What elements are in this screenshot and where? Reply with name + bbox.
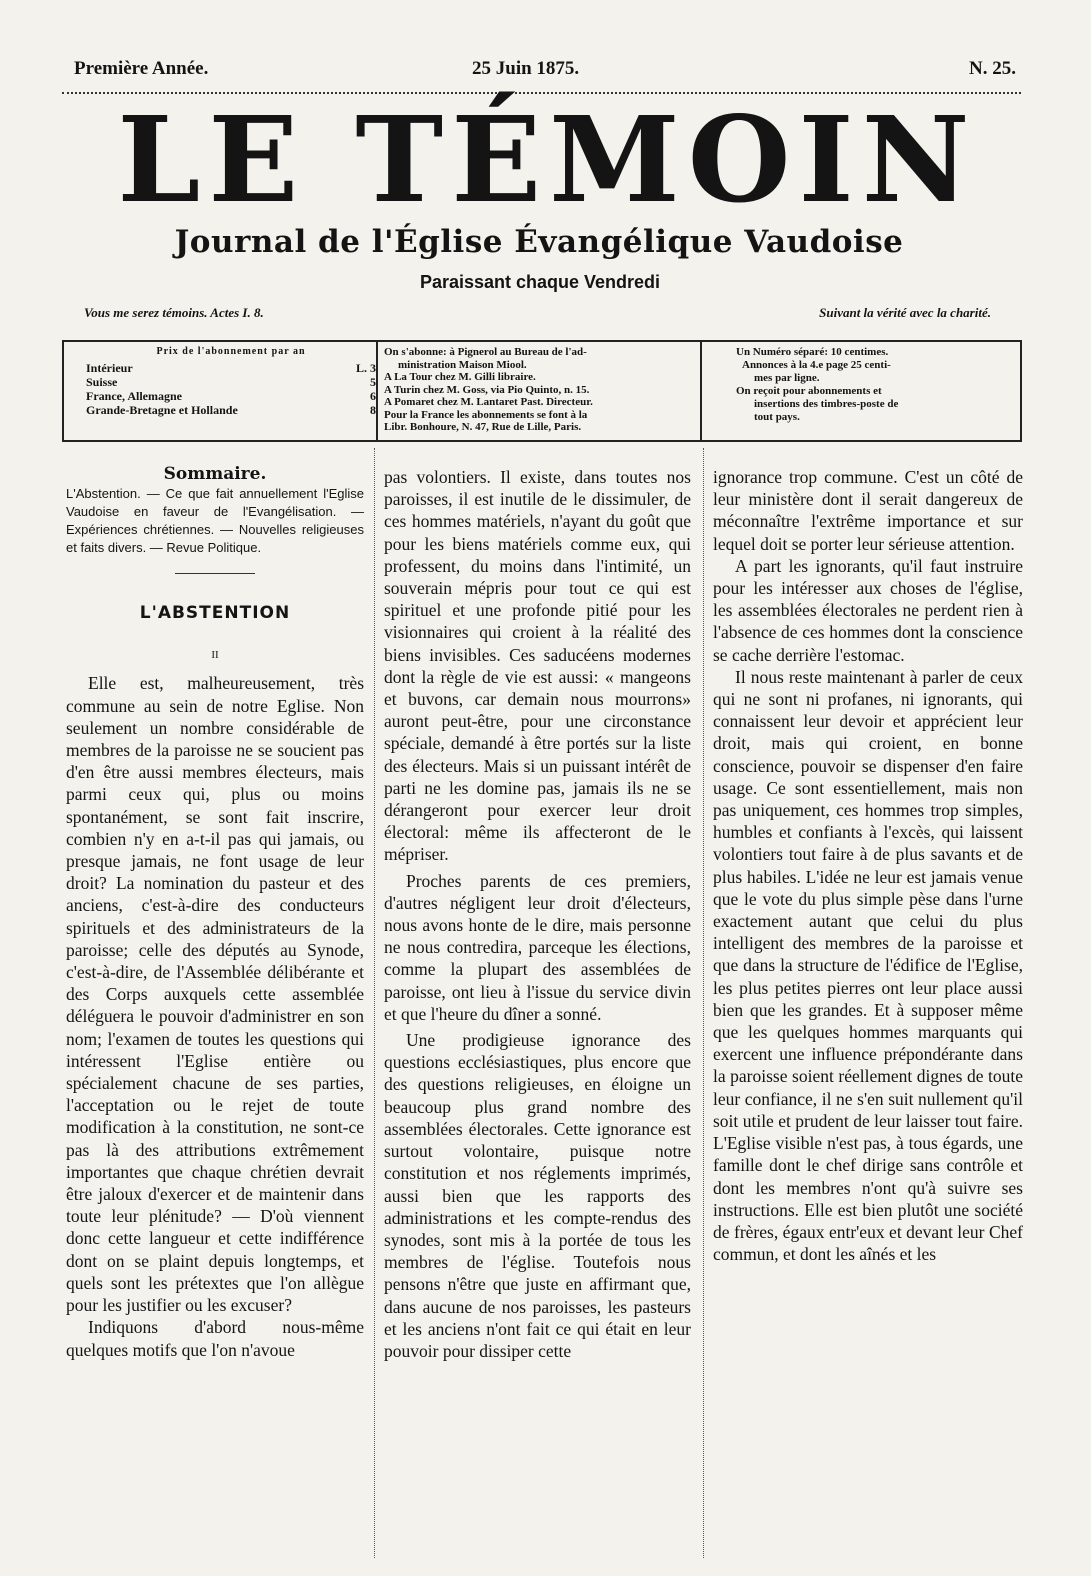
article-part: II bbox=[211, 649, 219, 662]
subscription-places: On s'abonne: à Pignerol au Bureau de l'ad- ministration Maison Miool. A La Tour chez M. Gilli libraire. A Turin chez M. Goss, via Pio Quinto, n. 15. A Pomaret chez M. Lantaret Past. Directeur. Pour la France les abonnements se font à la Libr. Bonhoure, N. 47, Rue de Lille, Paris. bbox=[384, 346, 593, 433]
paragraph: Elle est, malheureusement, très commune au sein de notre Eglise. Non seulement un nombre considérable de membres de la paroisse ne se soucient pas d'en être aussi membres électeurs, mais parmi ceux qui, plus ou moins spontanément, se sont fait inscrire, combien n'y en a-t-il pas qui jamais, ou presque jamais, ne font usage de leur droit? La nomination du pasteur et des anciens, c'est-à-dire des conducteurs spirituels et des administrateurs de la paroisse; celle des députés au Synode, c'est-à-dire, de l'Assemblée délibérante et des Corps auxquels cette assemblée déléguera le pouvoir d'administrer en son nom; l'examen de toutes les questions qui intéressent l'Eglise entière ou spécialement chacune de ses parties, l'acceptation ou le rejet de toute modification à la constitution, ne sont-ce pas là des attributions extrêmement importantes que chaque chrétien devrait être jaloux d'exercer et de maintenir dans toute leur plénitude? — D'où viennent donc cette langueur et cette indifférence dont on se plaint depuis longtemps, et quels sont les prétextes que l'on allègue pour les justifier ou les excuser? bbox=[66, 673, 364, 1316]
paragraph: A part les ignorants, qu'il faut instruire pour les intéresser aux choses de l'église, les assemblées électorales ne perdent rien à l'absence de ces hommes dont la conscience se cache derrière l'estomac. bbox=[713, 555, 1023, 665]
section-divider bbox=[175, 573, 255, 574]
subscription-notes: Un Numéro séparé: 10 centimes. Annonces à la 4.e page 25 centi- mes par ligne. On reçoit pour abonnements et insertions des timbres-poste de tout pays. bbox=[736, 346, 899, 423]
issue-date: 25 Juin 1875. bbox=[472, 58, 580, 79]
paragraph: Il nous reste maintenant à parler de ceux qui ne sont ni profanes, ni ignorants, qui connaissent leur devoir et apprécient leur droit, mais qui croient, en bonne conscience, pouvoir se dispenser d'en faire usage. Ce sont essentiellement, mais non pas uniquement, ces hommes trop simples, humbles et confiants à l'excès, qui laissent volontiers tout faire à de plus savants et de plus habiles. L'idée ne leur est jamais venue que le vote du plus simple pèse dans l'urne exactement autant que celui du plus intelligent des membres de la paroisse et que dans la structure de l'édifice de l'Eglise, les plus petites pierres ont leur place aussi bien que les grandes. Et à supposer même que les quelques hommes marquants qui exercent une influence prépondérante dans la paroisse soient réellement dignes de toute leur confiance, il ne s'en suit nullement qu'il soit utile et prudent de leur laisser tout faire. L'Eglise visible n'est pas, à tous égards, une famille dont le chef dirige sans contrôle et dont les membres n'ont qu'à suivre ses instructions. Elle est bien plutôt une société de frères, égaux entr'eux et devant leur Chef commun, et dont les aînés et les bbox=[713, 666, 1023, 1265]
price-row: Suisse 5 bbox=[86, 375, 376, 389]
box-separator bbox=[376, 342, 378, 440]
article-title: L'ABSTENTION bbox=[139, 603, 291, 623]
price-row: Grande-Bretagne et Hollande 8 bbox=[86, 403, 376, 417]
column-1 bbox=[66, 463, 364, 1361]
column-3 bbox=[713, 466, 1023, 1265]
sommaire-title: Sommaire. bbox=[163, 464, 267, 484]
motto-right: Suivant la vérité avec la charité. bbox=[819, 305, 991, 320]
price-row: France, Allemagne 6 bbox=[86, 389, 376, 403]
paragraph: Indiquons d'abord nous-même quelques motifs que l'on n'avoue bbox=[66, 1317, 364, 1360]
price-heading: Prix de l'abonnement par an bbox=[156, 346, 306, 357]
issue-number: N. 25. bbox=[969, 58, 1016, 79]
column-2 bbox=[384, 466, 691, 1362]
price-list bbox=[86, 346, 376, 417]
price-row: Intérieur L. 3 bbox=[86, 361, 376, 375]
masthead-title: LE TÉMOIN bbox=[117, 90, 978, 229]
column-rule bbox=[374, 448, 375, 1558]
sommaire-text: L'Abstention. — Ce que fait annuellement l'Eglise Vaudoise en faveur de l'Evangélisation. — Expériences chrétiennes. — Nouvelles religieuses et faits divers. — Revue Politique. bbox=[66, 486, 364, 555]
box-separator bbox=[700, 342, 702, 440]
paragraph: ignorance trop commune. C'est un côté de leur ministère dont il serait dangereux de méconnaître l'extrême importance et sur lequel doit se porter leur sérieuse attention. bbox=[713, 467, 1023, 554]
column-rule bbox=[703, 448, 704, 1558]
paragraph: pas volontiers. Il existe, dans toutes nos paroisses, il est inutile de le dissimuler, de ces hommes matériels, n'ayant du goût que pour les biens matériels comme eux, qui professent, du moins dans l'intimité, un souverain mépris pour tout ce qui est spirituel et une profonde pitié pour les visionnaires qui croient à la réalité des biens invisibles. Ces saducéens modernes dont la règle de vie est aussi: « mangeons et buvons, car demain nous mourrons» auront peut-être, pour une circonstance spéciale, demandé à être portés sur la liste des électeurs. Mais si un puissant intérêt de parti ne les domine pas, jamais ils ne se dérangeront pour exercer leur droit électoral: même ils affecteront de le mépriser. bbox=[384, 467, 691, 865]
issue-year: Première Année. bbox=[74, 58, 209, 79]
paragraph: Une prodigieuse ignorance des questions ecclésiastiques, plus encore que des questions religieuses, en éloigne un beaucoup plus grand nombre des assemblées électorales. Cette ignorance est surtout volontaire, puisque notre constitution et nos réglements imprimés, aussi bien que les rapports des administrations et les compte-rendus des synodes, sont mis à la portée de tous les membres de l'église. Toutefois nous pensons n'être que juste en affirmant que, dans aucune de nos paroisses, les pasteurs et les anciens n'ont fait ce qui était en leur pouvoir pour dissiper cette bbox=[384, 1030, 691, 1361]
masthead-subtitle: Journal de l'Église Évangélique Vaudoise bbox=[174, 224, 904, 260]
subscription-box bbox=[62, 340, 1022, 442]
periodicity: Paraissant chaque Vendredi bbox=[419, 272, 661, 292]
motto-left: Vous me serez témoins. Actes I. 8. bbox=[84, 305, 264, 320]
issue-line bbox=[70, 58, 1016, 84]
paragraph: Proches parents de ces premiers, d'autres négligent leur droit d'électeurs, nous avons honte de le dire, mais personne ne nous contredira, parceque les élections, comme la plupart des assemblées de paroisse, ont lieu à l'issue du service divin et que l'heure du dîner a sonné. bbox=[384, 870, 691, 1024]
